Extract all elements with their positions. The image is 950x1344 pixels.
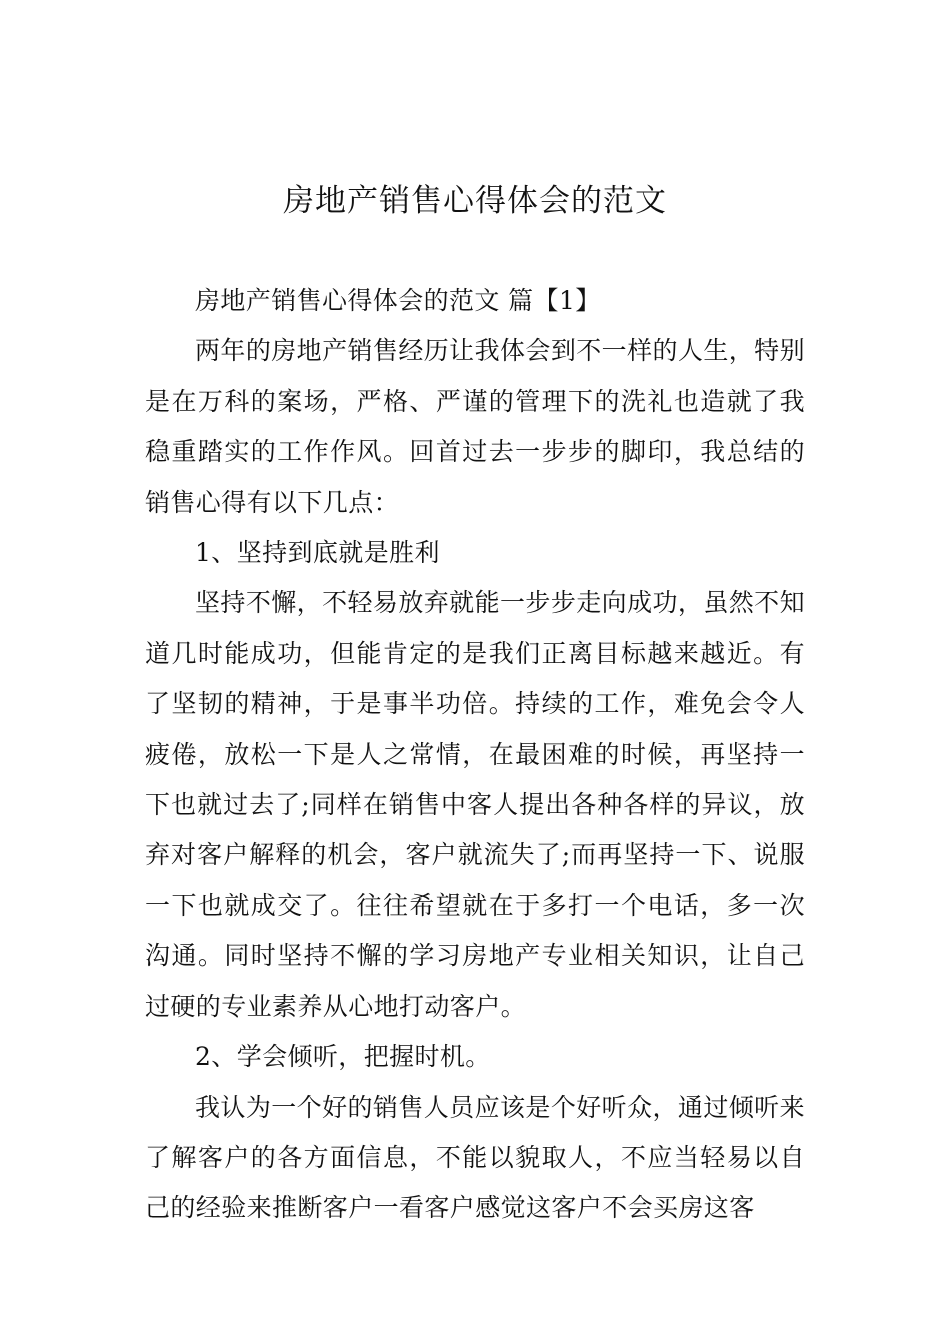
document-title: 房地产销售心得体会的范文 [283,183,667,219]
body-paragraph: 两年的房地产销售经历让我体会到不一样的人生，特别是在万科的案场，严格、严谨的管理下的洗礼也造就了我稳重踏实的工作作风。回首过去一步步的脚印，我总结的销售心得有以下几点： [145,336,805,517]
body-paragraph: 我认为一个好的销售人员应该是个好听众，通过倾听来了解客户的各方面信息，不能以貌取人，不应当轻易以自己的经验来推断客户一看客户感觉这客户不会买房这客 [145,1092,805,1223]
body-paragraph: 坚持不懈，不轻易放弃就能一步步走向成功，虽然不知道几时能成功，但能肯定的是我们正离目标越来越近。有了坚韧的精神，于是事半功倍。持续的工作，难免会令人疲倦，放松一下是人之常情，在最困难的时候，再坚持一下也就过去了;同样在销售中客人提出各种各样的异议，放弃对客户解释的机会，客户就流失了;而再坚持一下、说服一下也就成交了。往往希望就在于多打一个电话，多一次沟通。同时坚持不懈的学习房地产专业相关知识，让自己过硬的专业素养从心地打动客户。 [145,588,805,1021]
section-heading: 房地产销售心得体会的范文 篇【1】 [195,286,601,315]
point-heading: 1、坚持到底就是胜利 [195,538,440,568]
point-heading: 2、学会倾听，把握时机。 [195,1042,491,1072]
document-body [145,276,805,1234]
